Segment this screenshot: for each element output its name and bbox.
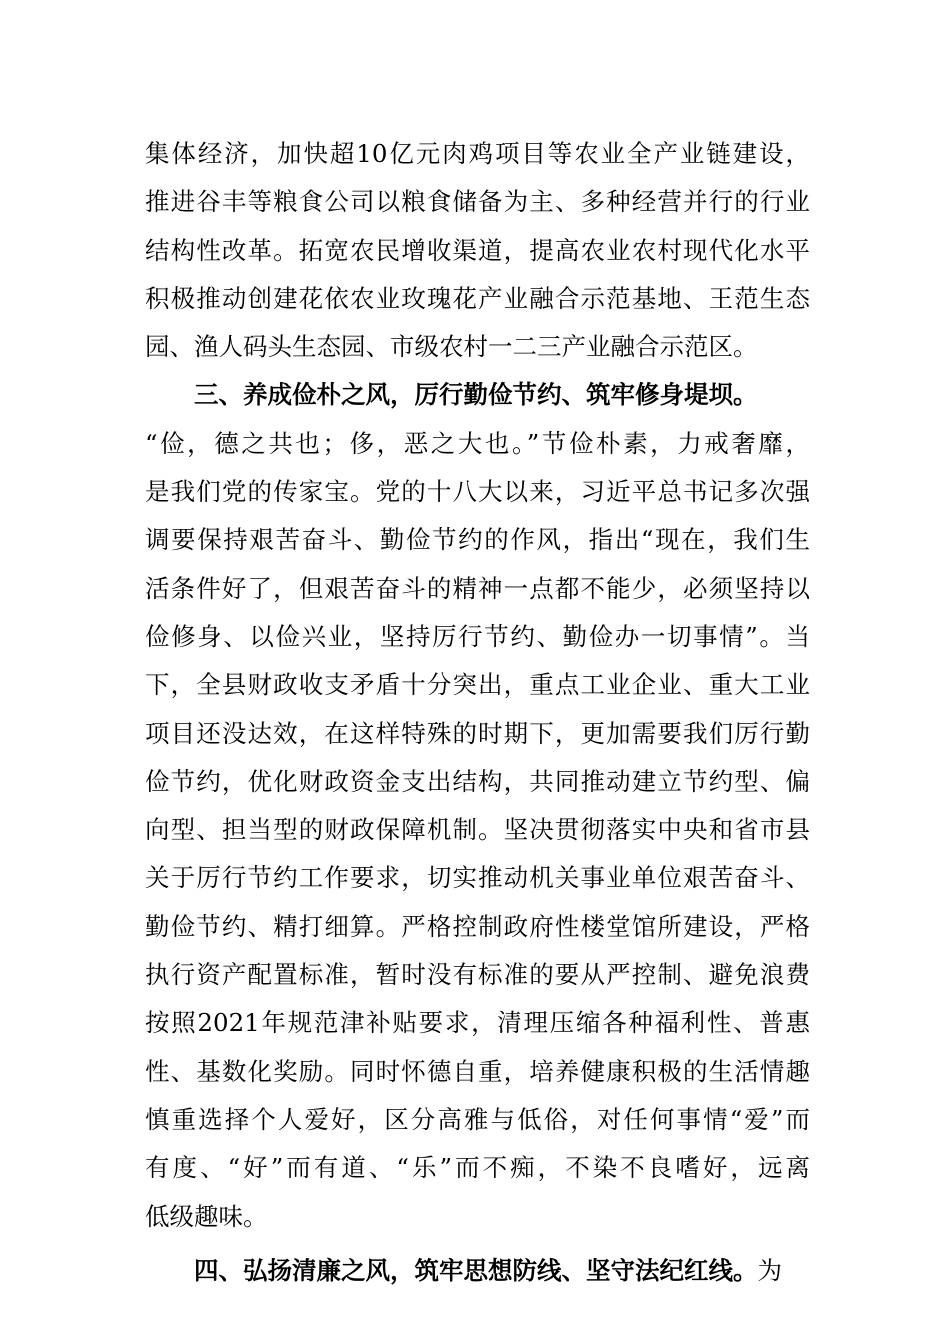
text-line: 俭修身、以俭兴业，坚持厉行节约、勤俭办一切事情”。当 — [145, 621, 810, 651]
section-3-heading: 三、养成俭朴之风，厉行勤俭节约、筑牢修身堤坝。 — [194, 380, 758, 410]
text-line: 慎重选择个人爱好，区分高雅与低俗，对任何事情“爱”而 — [145, 1104, 810, 1134]
text-line: 集体经济，加快超10亿元肉鸡项目等农业全产业链建设， — [145, 139, 810, 168]
section-4-line — [145, 1247, 810, 1295]
section-4-heading: 四、弘扬清廉之风，筑牢思想防线、坚守法纪红线。 — [194, 1255, 758, 1285]
text-line: 有度、“好”而有道、“乐”而不痴，不染不良嗜好，远离 — [145, 1153, 810, 1183]
text-line: 性、基数化奖励。同时怀德自重，培养健康积极的生活情趣 — [145, 1056, 810, 1086]
text-line: 调要保持艰苦奋斗、勤俭节约的作风，指出“现在，我们生 — [145, 525, 810, 555]
text-line: 积极推动创建花依农业玫瑰花产业融合示范基地、王范生态 — [145, 283, 810, 313]
text-line: 勤俭节约、精打细算。严格控制政府性楼堂馆所建设，严格 — [145, 911, 810, 941]
text-line: 下，全县财政收支矛盾十分突出，重点工业企业、重大工业 — [145, 670, 810, 700]
text-line: 俭节约，优化财政资金支出结构，共同推动建立节约型、偏 — [145, 766, 810, 796]
document-body — [145, 130, 810, 1295]
text-line: 关于厉行节约工作要求，切实推动机关事业单位艰苦奋斗、 — [145, 863, 810, 893]
text-line: 项目还没达效，在这样特殊的时期下，更加需要我们厉行勤 — [145, 718, 810, 748]
text-line: “俭，德之共也；侈，恶之大也。”节俭朴素，力戒奢靡， — [145, 428, 810, 458]
text-line: 活条件好了，但艰苦奋斗的精神一点都不能少，必须坚持以 — [145, 573, 810, 603]
text-line: 低级趣味。 — [145, 1201, 268, 1231]
text-line: 结构性改革。拓宽农民增收渠道，提高农业农村现代化水平 — [145, 235, 810, 265]
text-line: 执行资产配置标准，暂时没有标准的要从严控制、避免浪费 — [145, 960, 810, 990]
text-line: 推进谷丰等粮食公司以粮食储备为主、多种经营并行的行业 — [145, 187, 810, 217]
text-line: 按照2021年规范津补贴要求，清理压缩各种福利性、普惠 — [145, 1008, 810, 1038]
text-line: 是我们党的传家宝。党的十八大以来，习近平总书记多次强 — [145, 477, 810, 507]
text-line: 向型、担当型的财政保障机制。坚决贯彻落实中央和省市县 — [145, 815, 810, 845]
text-line: 园、渔人码头生态园、市级农村一二三产业融合示范区。 — [145, 332, 758, 362]
section-4-text: 为 — [757, 1255, 782, 1285]
